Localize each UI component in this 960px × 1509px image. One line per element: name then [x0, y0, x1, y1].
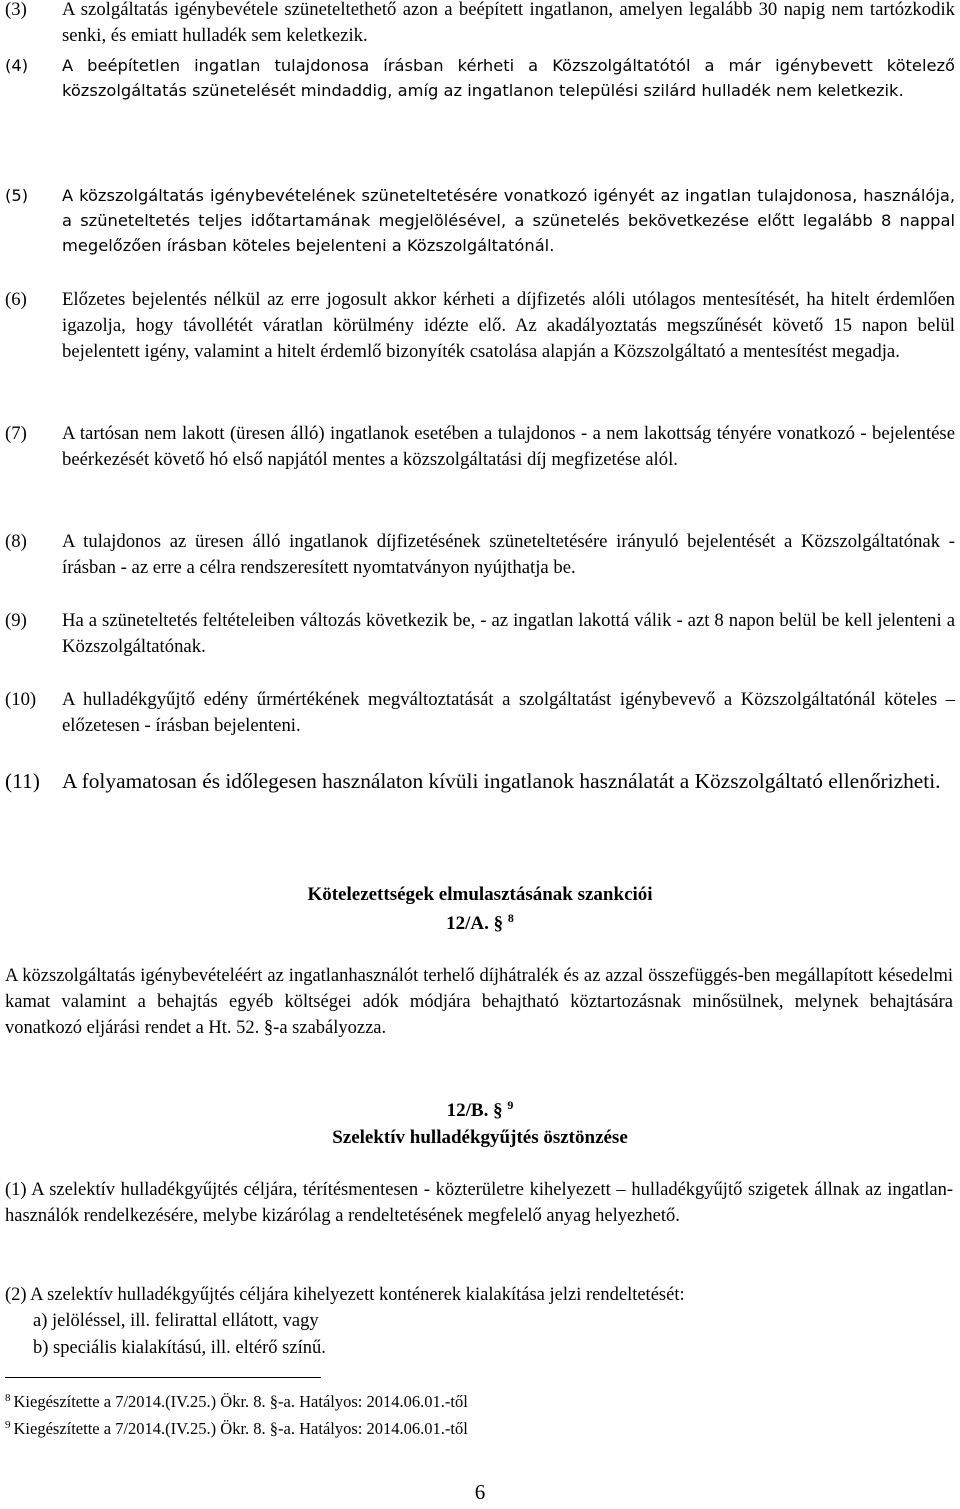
paragraph-text: A tartósan nem lakott (üresen álló) ingatlanok esetében a tulajdonos - a nem lakottság tényére vonatkozó - bejelentése beérkezését követő hó első napjától mentes a közszolgáltatási díj megfizetése alól. — [62, 423, 955, 470]
paragraph-number: (5) — [5, 186, 29, 205]
paragraph-text: Ha a szüneteltetés feltételeiben változás következik be, - az ingatlan lakottá válik - azt 8 napon belül be kell jelenteni a Közszolgáltatónak. — [62, 610, 955, 657]
footnote-9 — [5, 1418, 468, 1440]
paragraph-3 — [5, 0, 955, 49]
footnote-number: 8 — [5, 1392, 11, 1404]
paragraph-text: A beépítetlen ingatlan tulajdonosa írásban kérheti a Közszolgáltatótól a már igénybevett kötelező közszolgáltatás szünetelését mindaddig, amíg az ingatlanon települési szilárd hulladék nem keletkezik. — [62, 56, 955, 100]
section-12a-text: A közszolgáltatás igénybevételéért az ingatlanhasználót terhelő díjhátralék és az azzal összefüggés-ben megállapított késedelmi kamat valamint a behajtás egyéb költségei adók módjára behajtható köztartozásnak minősülnek, melynek behajtására vonatkozó eljárási rendet a Ht. 52. §-a szabályozza. — [5, 966, 953, 1038]
paragraph-text: A hulladékgyűjtő edény űrmértékének megváltoztatását a szolgáltatást igénybevevő a Közszolgáltatónál köteles – előzetesen - írásban bejelenteni. — [62, 689, 955, 736]
footnote-number: 9 — [5, 1419, 11, 1431]
paragraph-text: A tulajdonos az üresen álló ingatlanok díjfizetésének szüneteltetésére irányuló bejelentését a Közszolgáltatónak - írásban - az erre a célra rendszeresített nyomtatványon nyújthatja be. — [62, 531, 955, 578]
paragraph-4 — [5, 53, 955, 103]
section-12b-paragraph-1: (1) A szelektív hulladékgyűjtés céljára, térítésmentesen - közterületre kihelyezett – hulladékgyűjtő szigetek állnak az ingatlan-használók rendelkezésére, melybe kizárólag a rendeltetésének megfelelő anyag helyezhető. — [5, 1180, 953, 1226]
paragraph-5 — [5, 183, 955, 258]
page-number: 6 — [474, 1480, 486, 1504]
paragraph-number: (6) — [5, 289, 27, 310]
paragraph-number: (9) — [5, 610, 27, 631]
paragraph-6 — [5, 287, 955, 365]
paragraph-9 — [5, 608, 955, 660]
section-number: 12/B. § — [446, 1100, 503, 1121]
section-number: 12/A. § — [446, 913, 504, 934]
footnote-text: Kiegészítette a 7/2014.(IV.25.) Ökr. 8. §-a. Hatályos: 2014.06.01.-től — [13, 1392, 468, 1411]
footnote-8 — [5, 1391, 468, 1413]
paragraph-number: (4) — [5, 56, 29, 75]
paragraph-10 — [5, 687, 955, 739]
paragraph-number: (11) — [5, 769, 40, 793]
paragraph-text: A folyamatosan és időlegesen használaton kívüli ingatlanok használatát a Közszolgáltató ellenőrizheti. — [62, 769, 941, 793]
paragraph-text: Előzetes bejelentés nélkül az erre jogosult akkor kérheti a díjfizetés alóli utólagos mentesítését, ha hitelt érdemlően igazolja, hogy távollétét váratlan körülmény idézte elő. Az akadályoztatás megszűnését követő 15 napon belül bejelentett igény, valamint a hitelt érdemlő bizonyíték csatolása alapján a Közszolgáltató a mentesítést megadja. — [62, 289, 955, 362]
paragraph-8 — [5, 529, 955, 581]
list-item-b: b) speciális kialakítású, ill. eltérő színű. — [33, 1338, 326, 1358]
footnote-divider — [5, 1377, 321, 1378]
section-12b-title: Szelektív hulladékgyűjtés ösztönzése — [332, 1127, 628, 1148]
footnote-text: Kiegészítette a 7/2014.(IV.25.) Ökr. 8. §-a. Hatályos: 2014.06.01.-től — [13, 1419, 468, 1438]
paragraph-text: A szolgáltatás igénybevétele szüneteltethető azon a beépített ingatlanon, amelyen legalább 30 napig nem tartózkodik senki, és emiatt hulladék sem keletkezik. — [62, 0, 955, 46]
paragraph-text: A közszolgáltatás igénybevételének szüneteltetésére vonatkozó igényét az ingatlan tulajdonosa, használója, a szüneteltetés teljes időtartamának megjelölésével, a szünetelés bekövetkezése előtt legalább 8 nappal megelőzően írásban köteles bejelenteni a Közszolgáltatónál. — [62, 186, 955, 255]
footnote-ref: 8 — [507, 911, 514, 925]
section-12a-title: Kötelezettségek elmulasztásának szankciói — [307, 884, 653, 905]
paragraph-number: (7) — [5, 423, 27, 444]
section-12b-paragraph-2: (2) A szelektív hulladékgyűjtés céljára kihelyezett konténerek kialakítása jelzi rendeltetését: — [5, 1285, 685, 1305]
paragraph-number: (3) — [5, 0, 27, 20]
list-item-a: a) jelöléssel, ill. felirattal ellátott, vagy — [33, 1311, 319, 1331]
paragraph-7 — [5, 421, 955, 473]
section-12b-number — [0, 1098, 960, 1124]
footnote-ref: 9 — [507, 1098, 514, 1112]
paragraph-number: (10) — [5, 689, 37, 710]
paragraph-11 — [5, 767, 955, 796]
paragraph-number: (8) — [5, 531, 27, 552]
section-12a-number — [0, 911, 960, 937]
